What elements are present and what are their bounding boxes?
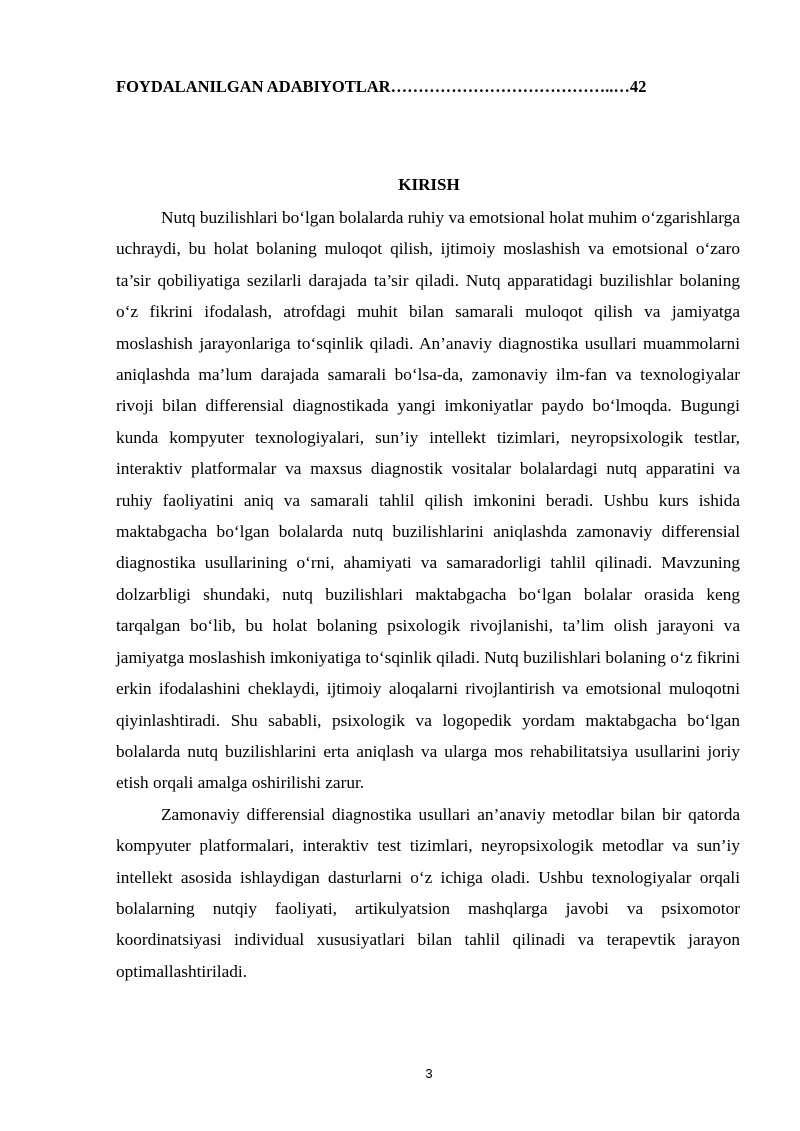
- section-heading: KIRISH: [398, 175, 460, 194]
- toc-entry-references: FOYDALANILGAN ADABIYOTLAR…………………………………..…42: [116, 77, 647, 96]
- body-paragraph-1: Nutq buzilishlari bo‘lgan bolalarda ruhiy va emotsional holat muhim o‘zgarishlarga uchraydi, bu holat bolaning muloqot qilish, ijtimoiy moslashish va emotsional o‘zaro ta’sir qobiliyatiga sezilarli darajada ta’sir qiladi. Nutq apparatidagi buzilishlar bolaning o‘z fikrini ifodalash, atrofdagi muhit bilan samarali muloqot qilish va jamiyatga moslashish jarayonlariga to‘sqinlik qiladi. An’anaviy diagnostika usullari muammolarni aniqlashda ma’lum darajada samarali bo‘lsa-da, zamonaviy ilm-fan va texnologiyalar rivoji bilan differensial diagnostikada yangi imkoniyatlar paydo bo‘lmoqda. Bugungi kunda kompyuter texnologiyalari, sun’iy intellekt tizimlari, neyropsixologik testlar, interaktiv platformalar va maxsus diagnostik vositalar bolalardagi nutq apparatini va ruhiy faoliyatini aniq va samarali tahlil qilish imkonini beradi. Ushbu kurs ishida maktabgacha bo‘lgan bolalarda nutq buzilishlarini aniqlashda zamonaviy differensial diagnostika usullarining o‘rni, ahamiyati va samaradorligi tahlil qilinadi. Mavzuning dolzarbligi shundaki, nutq buzilishlari maktabgacha bo‘lgan bolalar orasida keng tarqalgan bo‘lib, bu holat bolaning psixologik rivojlanishi, ta’lim olish jarayoni va jamiyatga moslashish imkoniyatiga to‘sqinlik qiladi. Nutq buzilishlari bolaning o‘z fikrini erkin ifodalashini cheklaydi, ijtimoiy aloqalarni rivojlantirish va emotsional muloqotni qiyinlashtiradi. Shu sababli, psixologik va logopedik yordam maktabgacha bo‘lgan bolalarda nutq buzilishlarini erta aniqlash va ularga mos rehabilitatsiya usullarini joriy etish orqali amalga oshirilishi zarur.: [116, 208, 740, 793]
- section-body: [116, 202, 740, 987]
- body-paragraph-2: Zamonaviy differensial diagnostika usullari an’anaviy metodlar bilan bir qatorda kompyuter platformalari, interaktiv test tizimlari, neyropsixologik metodlar va sun’iy intellekt asosida ishlaydigan dasturlarni o‘z ichiga oladi. Ushbu texnologiyalar orqali bolalarning nutqiy faoliyati, artikulyatsion mashqlarga javobi va psixomotor koordinatsiyasi individual xususiyatlari bilan tahlil qilinadi va terapevtik jarayon optimallashtiriladi.: [116, 804, 740, 981]
- page-number: 3: [425, 1066, 433, 1081]
